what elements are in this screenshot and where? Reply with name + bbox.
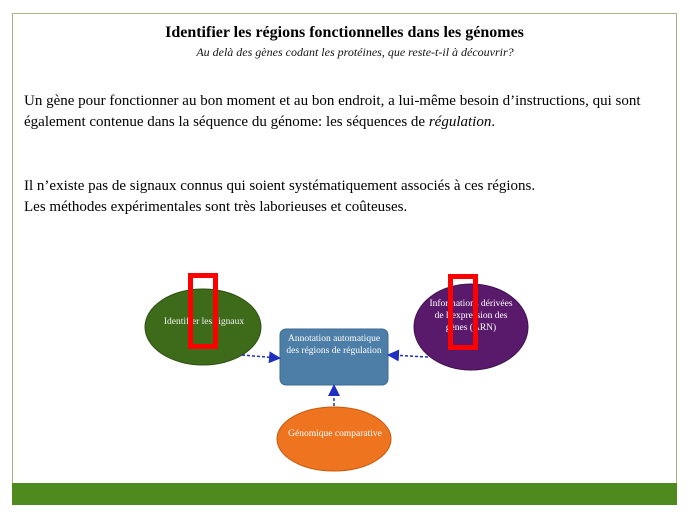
arrow-signaux-annotation bbox=[242, 355, 278, 358]
node-annotation-label: Annotation automatique des régions de régulation bbox=[286, 334, 382, 356]
node-genomique-label: Génomique comparative bbox=[288, 429, 382, 439]
bottom-bar bbox=[12, 483, 677, 505]
node-information-label: Informations dérivées de l’expression des gènes (ARN) bbox=[429, 299, 513, 333]
paragraph-regulation-end: . bbox=[491, 114, 496, 130]
missing-glyph-icon bbox=[448, 274, 478, 350]
slide-subtitle: Au delà des gènes codant les protéines, que reste-t-il à découvrir? bbox=[196, 45, 514, 59]
paragraph-signals: Il n’existe pas de signaux connus qui soient systématiquement associés à ces régions. bbox=[24, 178, 536, 194]
paragraph-regulation-text: Un gène pour fonctionner au bon moment et au bon endroit, a lui-même besoin d’instructions, qui sont également contenue dans la séquence du génome: les séquences de bbox=[24, 93, 641, 130]
arrow-information-annotation bbox=[390, 355, 428, 357]
node-signaux-label: Identifier les signaux bbox=[163, 317, 245, 327]
slide-title: Identifier les régions fonctionnelles dans les génomes bbox=[165, 24, 524, 41]
missing-glyph-icon bbox=[188, 273, 218, 349]
paragraph-methods: Les méthodes expérimentales sont très laborieuses et coûteuses. bbox=[24, 199, 408, 215]
paragraph-regulation-italic: régulation bbox=[428, 114, 492, 130]
